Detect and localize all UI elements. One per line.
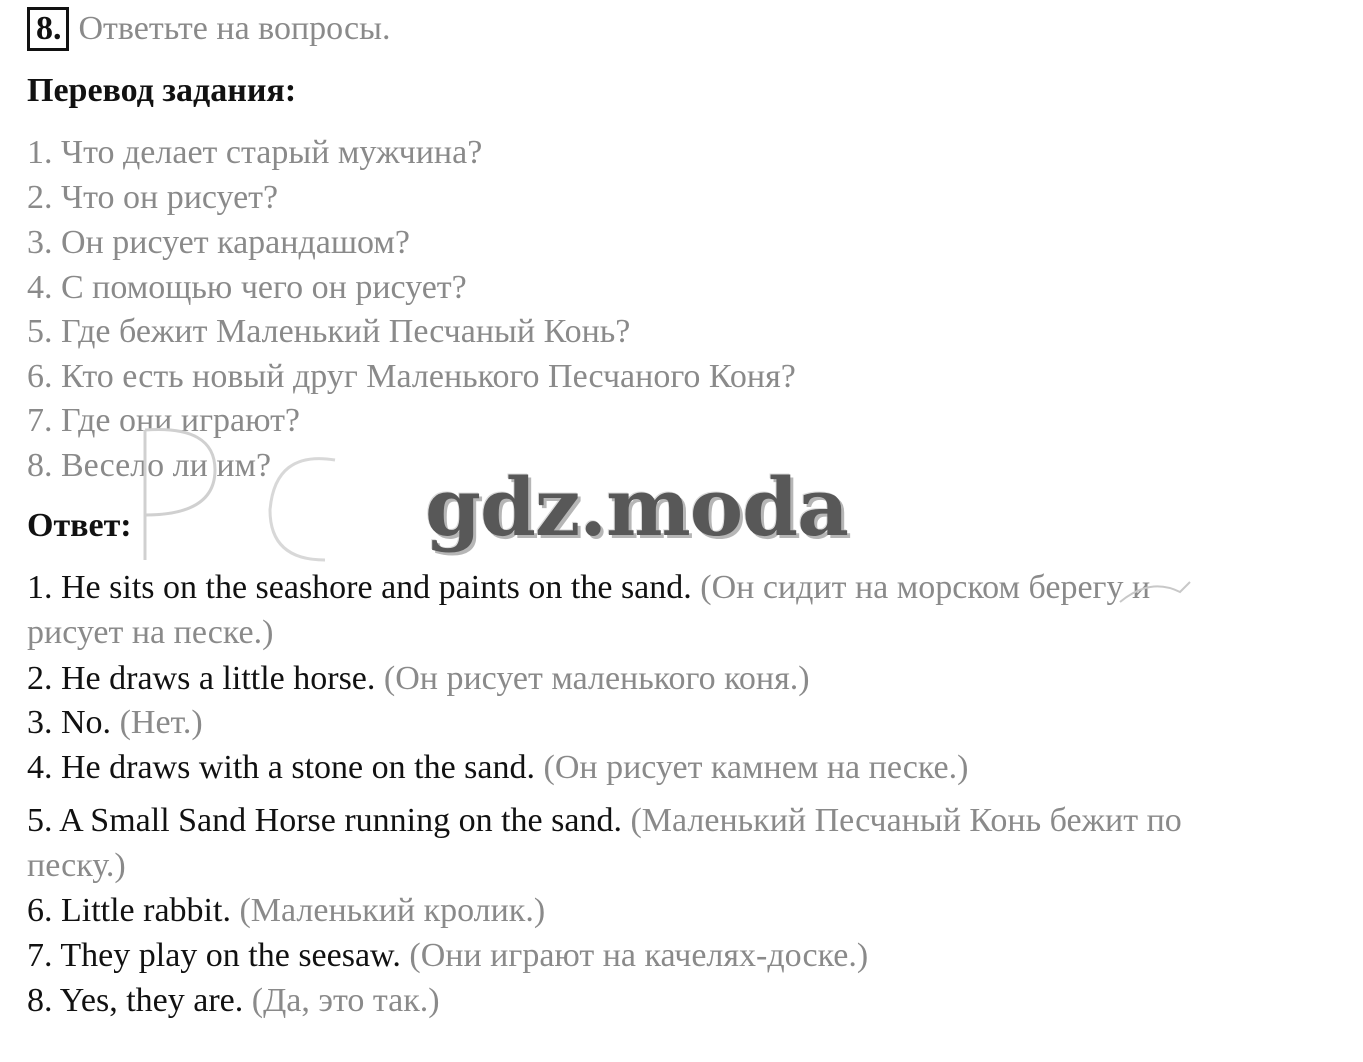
answer-english: 8. Yes, they are.	[27, 982, 244, 1019]
answer-russian: (Он рисует маленького коня.)	[383, 660, 810, 697]
answer-russian: (Они играют на качелях-доске.)	[409, 937, 869, 974]
answer-item	[27, 656, 1207, 701]
translation-heading: Перевод задания:	[27, 72, 297, 109]
answer-russian: (Да, это так.)	[251, 982, 440, 1019]
answer-item	[27, 888, 1207, 933]
answer-english: 4. He draws with a stone on the sand.	[27, 749, 536, 786]
question-line: 5. Где бежит Маленький Песчаный Конь?	[27, 313, 631, 350]
answer-english: 6. Little rabbit.	[27, 892, 231, 929]
task-number-box: 8.	[27, 7, 69, 51]
faint-watermark-glyph-icon	[1110, 572, 1200, 612]
question-line: 6. Кто есть новый друг Маленького Песчаного Коня?	[27, 358, 796, 395]
question-line: 2. Что он рисует?	[27, 179, 279, 216]
question-line: 8. Весело ли им?	[27, 447, 272, 484]
answer-english: 2. He draws a little horse.	[27, 660, 376, 697]
watermark-logo: gdz.moda	[425, 460, 848, 554]
answer-english: 1. He sits on the seashore and paints on the sand.	[27, 569, 692, 606]
question-line: 3. Он рисует карандашом?	[27, 224, 410, 261]
answer-item	[27, 978, 1207, 1023]
answer-english: 5. A Small Sand Horse running on the sand.	[27, 802, 622, 839]
answer-item	[27, 700, 1207, 745]
task-title: Ответьте на вопросы.	[78, 10, 391, 47]
answer-item	[27, 798, 1207, 888]
answer-russian: (Маленький кролик.)	[239, 892, 546, 929]
question-line: 7. Где они играют?	[27, 402, 301, 439]
faint-watermark-logo-icon	[135, 420, 395, 580]
answer-russian: (Он сидит на морском берегу и рисует на песке.)	[27, 569, 1151, 651]
task-header	[27, 6, 390, 52]
question-line: 4. С помощью чего он рисует?	[27, 269, 467, 306]
answer-heading: Ответ:	[27, 507, 132, 544]
answer-english: 7. They play on the seesaw.	[27, 937, 401, 974]
answer-english: 3. No.	[27, 704, 112, 741]
answer-russian: (Маленький Песчаный Конь бежит по песку.)	[27, 802, 1182, 884]
answer-russian: (Нет.)	[119, 704, 203, 741]
question-line: 1. Что делает старый мужчина?	[27, 134, 483, 171]
answer-item	[27, 933, 1207, 978]
answer-item	[27, 745, 1207, 790]
answer-russian: (Он рисует камнем на песке.)	[543, 749, 969, 786]
